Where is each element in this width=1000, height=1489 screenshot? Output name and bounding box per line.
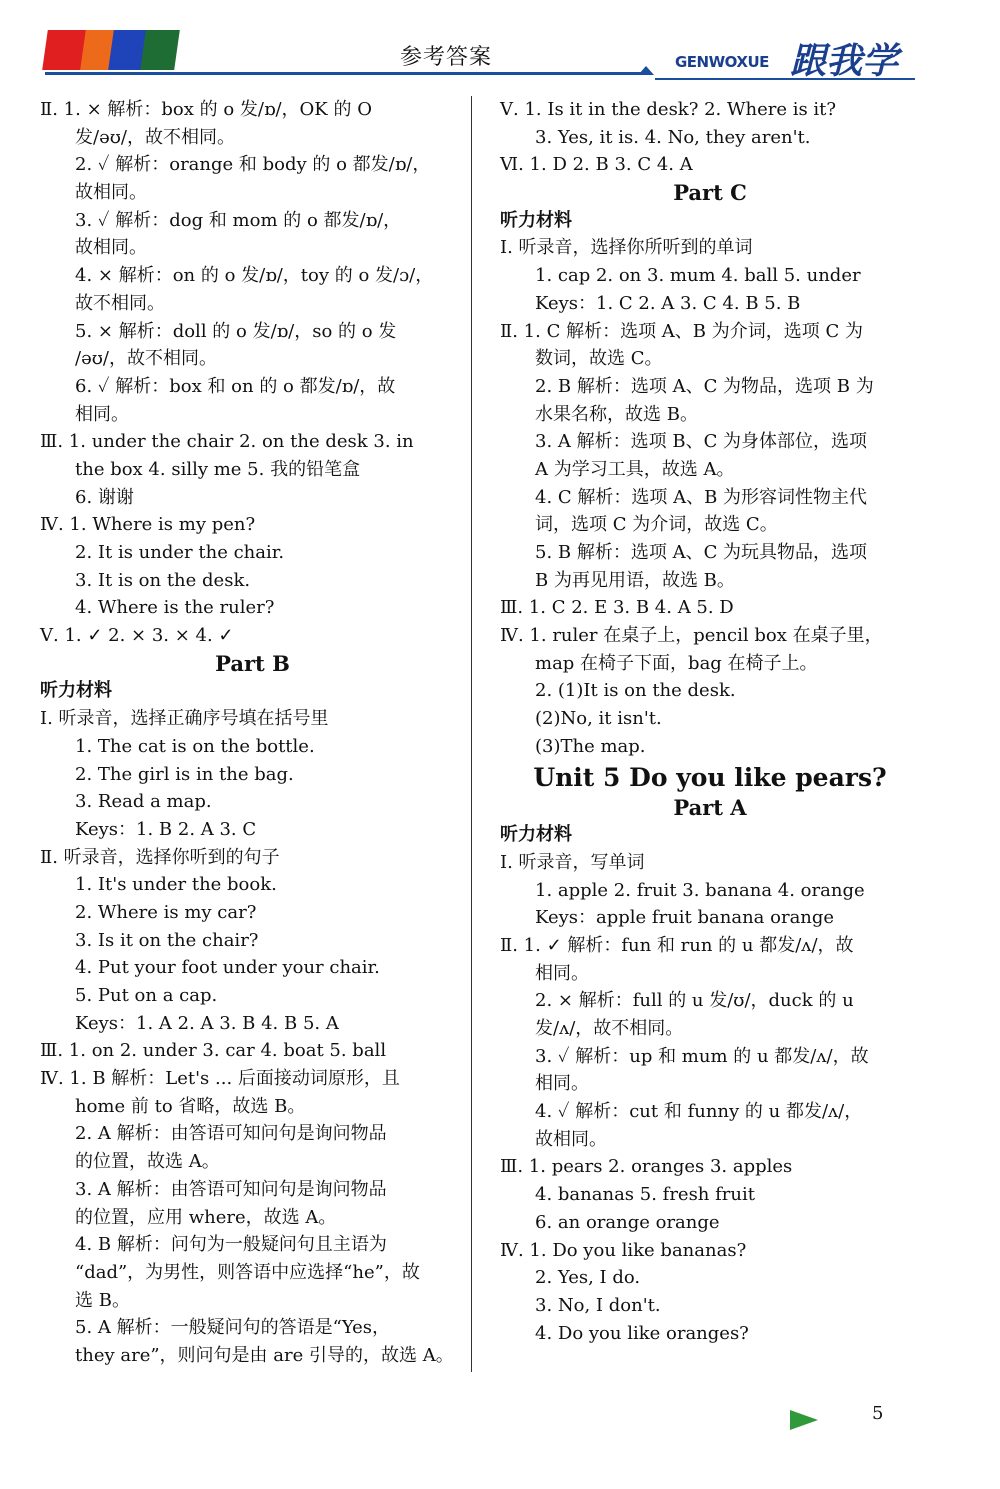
answer-line — [500, 484, 920, 512]
answer-line-text: Ⅱ. 1. ✓ 解析：fun 和 run 的 u 都发/ʌ/，故 — [500, 934, 854, 956]
answer-line — [40, 1037, 465, 1065]
header-title: 参考答案 — [400, 45, 493, 70]
answer-line — [500, 207, 920, 235]
answer-line — [500, 705, 920, 733]
answer-line-text: 4. C 解析：选项 A、B 为形容词性物主代 — [535, 486, 868, 508]
answer-line-text: 2. It is under the chair. — [75, 542, 285, 563]
answer-line — [40, 428, 465, 456]
answer-line-text: 6. 谢谢 — [75, 486, 134, 508]
answer-line — [500, 290, 920, 318]
answer-line — [500, 1264, 920, 1292]
color-blocks-logo — [45, 30, 180, 70]
answer-line — [500, 1070, 920, 1098]
answer-line — [500, 1098, 920, 1126]
answer-line — [500, 1153, 920, 1181]
answer-line — [500, 761, 920, 794]
answer-line — [500, 650, 920, 678]
answer-line — [40, 927, 465, 955]
answer-line-text: 3. No, I don't. — [535, 1294, 661, 1316]
answer-line-text: 2. (1)It is on the desk. — [535, 680, 736, 702]
brand-logo: 跟我学 — [790, 41, 899, 82]
answer-line-text: Ⅴ. 1. Is it in the desk? 2. Where is it? — [500, 99, 837, 120]
answer-line-text: 听力材料 — [500, 209, 572, 231]
answer-line-text: 3. It is on the desk. — [75, 569, 251, 591]
answer-line — [40, 456, 465, 484]
answer-line — [40, 401, 465, 429]
answer-line — [500, 428, 920, 456]
answer-line-text: 相同。 — [535, 962, 589, 984]
answer-line-text: Ⅵ. 1. D 2. B 3. C 4. A — [500, 154, 693, 176]
answer-line — [40, 1204, 465, 1232]
answer-line-text: 故不相同。 — [75, 292, 165, 314]
column-divider — [471, 96, 472, 1372]
answer-line — [500, 733, 920, 761]
answer-line-text: the box 4. silly me 5. 我的铅笔盒 — [75, 458, 361, 480]
answer-line — [40, 1010, 465, 1038]
answer-line — [40, 871, 465, 899]
answer-line — [40, 234, 465, 262]
answer-line — [40, 1231, 465, 1259]
answer-line-text: Ⅰ. 听录音，写单词 — [500, 851, 645, 873]
answer-line-text: Ⅲ. 1. under the chair 2. on the desk 3. in — [40, 431, 414, 453]
answer-line-text: Unit 5 Do you like pears? — [533, 762, 887, 792]
answer-line — [40, 1120, 465, 1148]
answer-line — [500, 1126, 920, 1154]
answer-line-text: Ⅰ. 听录音，选择正确序号填在括号里 — [40, 708, 329, 730]
answer-line — [40, 96, 465, 124]
answer-line — [500, 932, 920, 960]
answer-line-text: Ⅳ. 1. Do you like bananas? — [500, 1239, 747, 1261]
answer-line-text: 2. A 解析：由答语可知问句是询问物品 — [75, 1123, 387, 1145]
answer-line-text: 的位置，应用 where，故选 A。 — [75, 1206, 337, 1228]
answer-line — [500, 849, 920, 877]
answer-line — [40, 594, 465, 622]
header-triangle-icon — [638, 66, 654, 75]
answer-line-text: map 在椅子下面，bag 在椅子上。 — [535, 652, 818, 674]
answer-line — [40, 179, 465, 207]
right-column — [500, 96, 920, 1347]
answer-line-text: Part A — [673, 794, 747, 820]
answer-line-text: Part C — [673, 180, 747, 206]
answer-line-text: Keys：1. A 2. A 3. B 4. B 5. A — [75, 1012, 339, 1034]
answer-line-text: Ⅰ. 听录音，选择你所听到的单词 — [500, 237, 753, 259]
answer-line — [40, 761, 465, 789]
answer-line-text: 4. bananas 5. fresh fruit — [535, 1184, 755, 1206]
answer-line — [40, 484, 465, 512]
answer-line-text: Ⅱ. 1. C 解析：选项 A、B 为介词，选项 C 为 — [500, 320, 863, 342]
answer-line-text: Ⅲ. 1. pears 2. oranges 3. apples — [500, 1156, 793, 1178]
answer-line — [40, 1287, 465, 1315]
answer-line-text: Ⅲ. 1. on 2. under 3. car 4. boat 5. ball — [40, 1040, 387, 1062]
answer-line-text: Ⅴ. 1. ✓ 2. × 3. × 4. ✓ — [40, 625, 234, 647]
answer-line — [500, 1181, 920, 1209]
answer-line — [500, 677, 920, 705]
answer-line — [500, 567, 920, 595]
answer-line — [500, 373, 920, 401]
answer-line — [500, 234, 920, 262]
answer-line-text: 3. A 解析：选项 B、C 为身体部位，选项 — [535, 431, 868, 453]
answer-line-text: 1. The cat is on the bottle. — [75, 735, 315, 757]
answer-line — [500, 794, 920, 822]
answer-line-text: 2. Where is my car? — [75, 901, 257, 923]
page-header — [0, 0, 1000, 95]
brand-subtitle: GENWOXUE — [675, 53, 769, 71]
answer-line-text: Part B — [215, 650, 290, 676]
answer-line — [40, 511, 465, 539]
page-number: 5 — [872, 1403, 884, 1424]
answer-line — [40, 816, 465, 844]
answer-line — [500, 877, 920, 905]
answer-line-text: they are”，则问句是由 are 引导的，故选 A。 — [75, 1344, 454, 1366]
answer-line — [40, 373, 465, 401]
answer-line-text: 4. Do you like oranges? — [535, 1322, 749, 1344]
answer-line-text: 1. cap 2. on 3. mum 4. ball 5. under — [535, 265, 861, 287]
answer-line — [40, 207, 465, 235]
answer-line-text: 1. It's under the book. — [75, 874, 277, 896]
answer-line-text: 故相同。 — [75, 237, 147, 259]
answer-line — [500, 539, 920, 567]
answer-line-text: 4. × 解析：on 的 o 发/ɒ/，toy 的 o 发/ɔ/， — [75, 265, 434, 287]
answer-line — [40, 262, 465, 290]
answer-line-text: 5. B 解析：选项 A、C 为玩具物品，选项 — [535, 542, 868, 563]
answer-line-text: 3. ✓ 解析：up 和 mum 的 u 都发/ʌ/，故 — [535, 1045, 869, 1067]
answer-line-text: 6. an orange orange — [535, 1211, 720, 1233]
answer-line-text: 故相同。 — [75, 182, 147, 204]
answer-line — [40, 844, 465, 872]
answer-line — [40, 982, 465, 1010]
answer-line — [500, 124, 920, 152]
answer-line — [500, 821, 920, 849]
answer-line — [500, 1237, 920, 1265]
answer-line-text: 词，选项 C 为介词，故选 C。 — [535, 514, 778, 536]
answer-line-text: 4. B 解析：问句为一般疑问句且主语为 — [75, 1234, 387, 1256]
answer-line-text: Keys：1. B 2. A 3. C — [75, 818, 257, 840]
answer-line-text: B 为再见用语，故选 B。 — [535, 569, 735, 591]
answer-line — [500, 456, 920, 484]
answer-line-text: 故相同。 — [535, 1128, 607, 1150]
answer-line — [500, 262, 920, 290]
answer-line-text: Keys：apple fruit banana orange — [535, 907, 835, 929]
answer-line — [500, 401, 920, 429]
answer-line — [40, 1148, 465, 1176]
answer-line — [40, 151, 465, 179]
answer-line-text: 发/ʌ/，故不相同。 — [535, 1018, 684, 1039]
answer-line-text: 的位置，故选 A。 — [75, 1151, 220, 1173]
answer-line — [40, 788, 465, 816]
answer-line-text: Ⅱ. 听录音，选择你听到的句子 — [40, 846, 280, 868]
answer-line-text: 2. The girl is in the bag. — [75, 763, 294, 785]
answer-line-text: 2. Yes, I do. — [535, 1267, 641, 1289]
answer-line-text: 4. ✓ 解析：cut 和 funny 的 u 都发/ʌ/， — [535, 1101, 863, 1123]
answer-line — [40, 124, 465, 152]
answer-line-text: 水果名称，故选 B。 — [535, 403, 698, 425]
answer-line-text: (3)The map. — [535, 735, 646, 757]
answer-line-text: 3. ✓ 解析：dog 和 mom 的 o 都发/ɒ/， — [75, 209, 402, 231]
answer-line-text: 6. ✓ 解析：box 和 on 的 o 都发/ɒ/，故 — [75, 375, 396, 397]
green-block — [140, 30, 180, 70]
answer-line — [500, 987, 920, 1015]
answer-line — [40, 290, 465, 318]
answer-line — [500, 594, 920, 622]
answer-line — [40, 1314, 465, 1342]
answer-line-text: “dad”，为男性，则答语中应选择“he”，故 — [75, 1261, 420, 1283]
answer-line-text: (2)No, it isn't. — [535, 708, 662, 730]
answer-line — [40, 705, 465, 733]
answer-line — [40, 1093, 465, 1121]
answer-line-text: /əʊ/，故不相同。 — [75, 348, 217, 370]
green-arrow-icon — [790, 1410, 818, 1430]
answer-line-text: 3. Read a map. — [75, 791, 212, 813]
answer-line — [40, 677, 465, 705]
answer-line-text: 4. Put your foot under your chair. — [75, 957, 380, 979]
answer-line — [500, 1320, 920, 1348]
answer-line — [40, 899, 465, 927]
answer-line — [500, 622, 920, 650]
answer-line-text: 5. × 解析：doll 的 o 发/ɒ/，so 的 o 发 — [75, 320, 397, 342]
answer-line — [40, 954, 465, 982]
answer-line — [500, 1292, 920, 1320]
answer-line-text: home 前 to 省略，故选 B。 — [75, 1095, 306, 1117]
answer-line — [500, 511, 920, 539]
answer-line — [40, 650, 465, 678]
answer-line-text: 2. × 解析：full 的 u 发/ʊ/，duck 的 u — [535, 990, 854, 1012]
answer-line-text: 5. Put on a cap. — [75, 985, 218, 1006]
answer-line — [40, 539, 465, 567]
answer-line-text: 相同。 — [75, 403, 129, 425]
answer-line-text: Ⅱ. 1. × 解析：box 的 o 发/ɒ/，OK 的 O — [40, 99, 372, 120]
answer-line-text: Ⅳ. 1. Where is my pen? — [40, 514, 256, 536]
answer-line-text: 数词，故选 C。 — [535, 348, 663, 370]
answer-line-text: 听力材料 — [40, 680, 112, 702]
left-column — [40, 96, 465, 1370]
answer-line-text: 3. Yes, it is. 4. No, they aren't. — [535, 126, 811, 148]
answer-line — [40, 567, 465, 595]
answer-line-text: 听力材料 — [500, 824, 572, 846]
answer-line-text: Ⅳ. 1. ruler 在桌子上，pencil box 在桌子里， — [500, 625, 883, 647]
answer-line — [500, 1209, 920, 1237]
answer-line — [500, 179, 920, 207]
answer-line-text: 2. ✓ 解析：orange 和 body 的 o 都发/ɒ/， — [75, 154, 431, 176]
answer-line — [40, 345, 465, 373]
answer-line — [500, 96, 920, 124]
answer-line — [40, 1259, 465, 1287]
answer-line-text: 3. A 解析：由答语可知问句是询问物品 — [75, 1178, 387, 1200]
answer-line-text: 3. Is it on the chair? — [75, 929, 259, 951]
answer-line — [40, 622, 465, 650]
answer-line-text: 4. Where is the ruler? — [75, 597, 275, 619]
answer-line-text: A 为学习工具，故选 A。 — [535, 458, 735, 480]
answer-line — [40, 1342, 465, 1370]
answer-line — [500, 904, 920, 932]
answer-line — [40, 1176, 465, 1204]
answer-line — [40, 733, 465, 761]
answer-line-text: 相同。 — [535, 1073, 589, 1095]
answer-line — [500, 1043, 920, 1071]
answer-line-text: Ⅳ. 1. B 解析：Let's ... 后面接动词原形，且 — [40, 1068, 400, 1090]
answer-line — [500, 960, 920, 988]
answer-line — [500, 318, 920, 346]
answer-line — [500, 1015, 920, 1043]
answer-line — [500, 345, 920, 373]
header-rule — [45, 72, 645, 75]
answer-line-text: Keys：1. C 2. A 3. C 4. B 5. B — [535, 292, 801, 314]
answer-line — [40, 318, 465, 346]
answer-line-text: 1. apple 2. fruit 3. banana 4. orange — [535, 879, 865, 901]
answer-line-text: Ⅲ. 1. C 2. E 3. B 4. A 5. D — [500, 597, 734, 619]
answer-line-text: 发/əʊ/，故不相同。 — [75, 126, 235, 148]
answer-line-text: 2. B 解析：选项 A、C 为物品，选项 B 为 — [535, 375, 874, 397]
answer-line-text: 选 B。 — [75, 1289, 130, 1311]
answer-line — [40, 1065, 465, 1093]
answer-line-text: 5. A 解析：一般疑问句的答语是“Yes， — [75, 1317, 391, 1339]
answer-line — [500, 151, 920, 179]
